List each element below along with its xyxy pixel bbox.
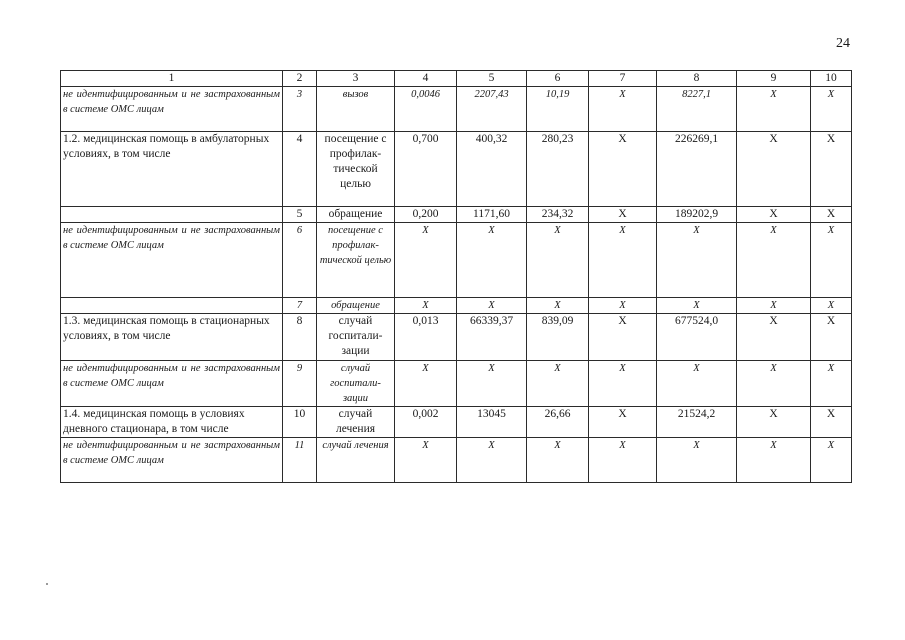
unit-cell: случай госпитали-зации bbox=[317, 314, 395, 361]
table-cell: 66339,37 bbox=[457, 314, 527, 361]
column-header: 1 bbox=[61, 71, 283, 87]
table-cell: X bbox=[395, 223, 457, 298]
table-cell: 189202,9 bbox=[657, 207, 737, 223]
table-cell: X bbox=[657, 361, 737, 407]
table-cell: 21524,2 bbox=[657, 407, 737, 438]
table-cell: X bbox=[589, 314, 657, 361]
unit-cell: посещение с профилак-тической целью bbox=[317, 132, 395, 207]
row-number: 4 bbox=[283, 132, 317, 207]
table-cell: X bbox=[657, 438, 737, 483]
table-cell: X bbox=[811, 407, 852, 438]
table-cell: X bbox=[527, 298, 589, 314]
table-cell: X bbox=[737, 207, 811, 223]
data-table bbox=[60, 70, 852, 483]
row-description: 1.2. медицинская помощь в амбулаторных условиях, в том числе bbox=[61, 132, 283, 207]
table-cell: X bbox=[737, 223, 811, 298]
unit-cell: случай лечения bbox=[317, 407, 395, 438]
table-cell: X bbox=[527, 223, 589, 298]
table-cell: X bbox=[811, 298, 852, 314]
table-cell: X bbox=[737, 361, 811, 407]
table-cell: 0,700 bbox=[395, 132, 457, 207]
row-description: 1.4. медицинская помощь в условиях дневного стационара, в том числе bbox=[61, 407, 283, 438]
table-cell: X bbox=[657, 298, 737, 314]
column-header: 7 bbox=[589, 71, 657, 87]
table-cell: X bbox=[457, 438, 527, 483]
table-cell: X bbox=[527, 438, 589, 483]
table-cell: X bbox=[811, 207, 852, 223]
column-header: 2 bbox=[283, 71, 317, 87]
row-number: 6 bbox=[283, 223, 317, 298]
unit-cell: обращение bbox=[317, 298, 395, 314]
unit-cell: случай лечения bbox=[317, 438, 395, 483]
table-cell: X bbox=[395, 298, 457, 314]
row-description: не идентифицированным и не застрахованным в системе ОМС лицам bbox=[61, 438, 283, 483]
table-row bbox=[61, 87, 852, 132]
table-cell: X bbox=[589, 298, 657, 314]
table-cell: X bbox=[737, 314, 811, 361]
row-description bbox=[61, 298, 283, 314]
table-cell: X bbox=[811, 87, 852, 132]
table-cell: X bbox=[395, 438, 457, 483]
unit-cell: обращение bbox=[317, 207, 395, 223]
table-cell: 0,0046 bbox=[395, 87, 457, 132]
table-cell: X bbox=[811, 223, 852, 298]
table-header-row bbox=[61, 71, 852, 87]
table-cell: 0,200 bbox=[395, 207, 457, 223]
row-description: 1.3. медицинская помощь в стационарных условиях, в том числе bbox=[61, 314, 283, 361]
row-number: 3 bbox=[283, 87, 317, 132]
row-description: не идентифицированным и не застрахованным в системе ОМС лицам bbox=[61, 87, 283, 132]
row-number: 8 bbox=[283, 314, 317, 361]
table-cell: X bbox=[589, 207, 657, 223]
table-cell: X bbox=[589, 87, 657, 132]
column-header: 9 bbox=[737, 71, 811, 87]
table-cell: 0,013 bbox=[395, 314, 457, 361]
table-cell: X bbox=[811, 314, 852, 361]
table-cell: X bbox=[737, 87, 811, 132]
table-cell: X bbox=[811, 132, 852, 207]
table-cell: 234,32 bbox=[527, 207, 589, 223]
table-cell: X bbox=[589, 361, 657, 407]
column-header: 8 bbox=[657, 71, 737, 87]
table-cell: X bbox=[737, 132, 811, 207]
table-cell: X bbox=[589, 132, 657, 207]
row-description bbox=[61, 207, 283, 223]
table-cell: 0,002 bbox=[395, 407, 457, 438]
column-header: 10 bbox=[811, 71, 852, 87]
table-row bbox=[61, 438, 852, 483]
page-number: 24 bbox=[836, 36, 850, 51]
row-number: 10 bbox=[283, 407, 317, 438]
row-number: 7 bbox=[283, 298, 317, 314]
table-row bbox=[61, 314, 852, 361]
table-cell: X bbox=[811, 438, 852, 483]
table-cell: 13045 bbox=[457, 407, 527, 438]
table-cell: 839,09 bbox=[527, 314, 589, 361]
table-cell: 677524,0 bbox=[657, 314, 737, 361]
row-description: не идентифицированным и не застрахованным в системе ОМС лицам bbox=[61, 223, 283, 298]
table-cell: X bbox=[737, 407, 811, 438]
table-cell: 226269,1 bbox=[657, 132, 737, 207]
column-header: 4 bbox=[395, 71, 457, 87]
table-cell: X bbox=[395, 361, 457, 407]
row-description: не идентифицированным и не застрахованным в системе ОМС лицам bbox=[61, 361, 283, 407]
table-cell: 2207,43 bbox=[457, 87, 527, 132]
table-row bbox=[61, 207, 852, 223]
row-number: 5 bbox=[283, 207, 317, 223]
table-cell: X bbox=[589, 438, 657, 483]
table-row bbox=[61, 223, 852, 298]
table-row bbox=[61, 132, 852, 207]
unit-cell: случай госпитали-зации bbox=[317, 361, 395, 407]
table-cell: X bbox=[457, 298, 527, 314]
row-number: 9 bbox=[283, 361, 317, 407]
table-cell: X bbox=[811, 361, 852, 407]
table-cell: X bbox=[657, 223, 737, 298]
table-row bbox=[61, 361, 852, 407]
column-header: 3 bbox=[317, 71, 395, 87]
table-cell: 280,23 bbox=[527, 132, 589, 207]
table-cell: X bbox=[457, 361, 527, 407]
unit-cell: вызов bbox=[317, 87, 395, 132]
table-cell: 8227,1 bbox=[657, 87, 737, 132]
table-cell: 400,32 bbox=[457, 132, 527, 207]
column-header: 6 bbox=[527, 71, 589, 87]
table-cell: X bbox=[589, 223, 657, 298]
table-cell: X bbox=[737, 298, 811, 314]
table-cell: X bbox=[527, 361, 589, 407]
table-cell: 1171,60 bbox=[457, 207, 527, 223]
table-cell: X bbox=[589, 407, 657, 438]
table-cell: X bbox=[737, 438, 811, 483]
table-row bbox=[61, 298, 852, 314]
column-header: 5 bbox=[457, 71, 527, 87]
table-cell: 10,19 bbox=[527, 87, 589, 132]
table-cell: 26,66 bbox=[527, 407, 589, 438]
unit-cell: посещение с профилак-тической целью bbox=[317, 223, 395, 298]
scan-speck bbox=[46, 583, 48, 585]
table-row bbox=[61, 407, 852, 438]
row-number: 11 bbox=[283, 438, 317, 483]
table-cell: X bbox=[457, 223, 527, 298]
